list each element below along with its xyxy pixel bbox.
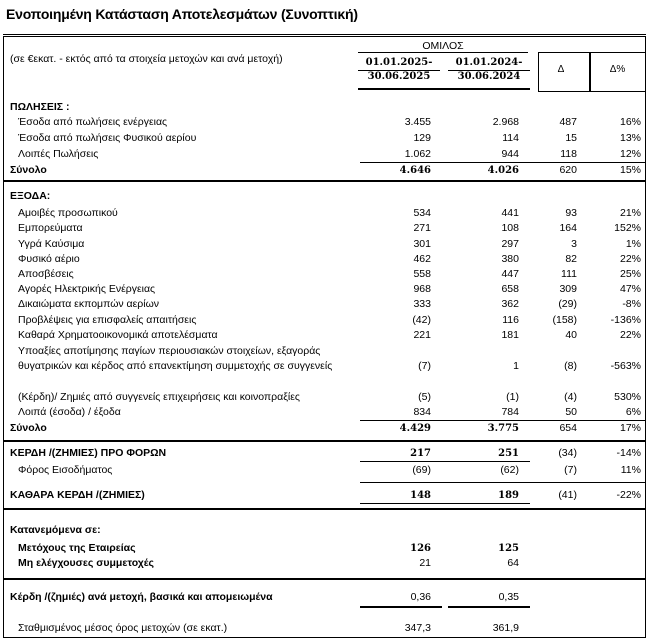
table-row: Αγορές Ηλεκτρικής Ενέργειας 968 658 309 47% — [18, 283, 641, 295]
table-row: Δικαιώματα εκπομπών αερίων 333 362 (29) -8% — [18, 298, 641, 310]
sales-total-row: Σύνολο 4.646 4.026 620 15% — [10, 164, 641, 176]
col-header-2025: 01.01.2025- 30.06.2025 — [365, 57, 433, 82]
group-label: ΟΜΙΛΟΣ — [422, 40, 464, 52]
col2-header-rule — [448, 70, 530, 71]
col1-header-rule — [358, 70, 440, 71]
net-top-rule — [360, 482, 646, 483]
table-row: Καθαρά Χρηματοοικονομικά αποτελέσματα 221 181 40 22% — [18, 329, 641, 341]
table-row: Φυσικό αέριο 462 380 82 22% — [18, 253, 641, 265]
table-row: Λοιπές Πωλήσεις 1.062 944 118 12% — [18, 148, 641, 160]
impairment-label: Υποαξίες αποτίμησης παγίων περιουσιακών στοιχείων, εξαγοράς θυγατρικών και κέρδος από επανεκτίμηση συμμετοχής σε συγγενείς — [18, 345, 333, 372]
col-header-2024: 01.01.2024- 30.06.2024 — [455, 57, 523, 82]
eps-row: Κέρδη /(ζημιές) ανά μετοχή, βασικά και απομειωμένα 0,36 0,35 — [10, 591, 519, 603]
pbt-rule — [360, 461, 530, 462]
tax-row: Φόρος Εισοδήματος (69) (62) (7) 11% — [18, 464, 641, 476]
col-header-delta: Δ — [557, 64, 565, 75]
expenses-total-row: Σύνολο 4.429 3.775 654 17% — [10, 422, 641, 434]
impairment-values-row: (7) 1 (8) -563% — [418, 360, 641, 372]
eps-rule-2 — [448, 606, 530, 608]
table-row: Μετόχους της Εταιρείας 126 125 — [18, 542, 519, 554]
table-row: Έσοδα από πωλήσεις ενέργειας 3.455 2.968 487 16% — [18, 116, 641, 128]
page-title: Ενοποιημένη Κατάσταση Αποτελεσμάτων (Συνοπτική) — [6, 6, 358, 22]
table-row: Λοιπά (έσοδα) / έξοδα 834 784 50 6% — [18, 406, 641, 418]
attributable-title: Κατανεμόμενα σε: — [10, 524, 101, 536]
col-header-delta-pct: Δ% — [609, 64, 626, 75]
net-section-end-rule — [3, 508, 646, 510]
table-row: Αμοιβές προσωπικού 534 441 93 21% — [18, 207, 641, 219]
shares-row: Σταθμισμένος μέσος όρος μετοχών (σε εκατ.) 347,3 361,9 — [18, 622, 519, 634]
table-row: (Κέρδη)/ Ζημιές από συγγενείς επιχειρήσεις και κοινοπραξίες (5) (1) (4) 530% — [18, 391, 641, 403]
group-rule — [358, 52, 528, 53]
eps-rule-1 — [360, 606, 442, 608]
attr-section-end-rule — [3, 578, 646, 580]
title-underline — [3, 34, 646, 35]
net-bottom-rule — [360, 503, 530, 504]
table-row: Εμπορεύματα 271 108 164 152% — [18, 222, 641, 234]
table-row: Έσοδα από πωλήσεις Φυσικού αερίου 129 114 15 13% — [18, 132, 641, 144]
net-profit-row: ΚΑΘΑΡΑ ΚΕΡΔΗ /(ΖΗΜΙΕΣ) 148 189 (41) -22% — [10, 489, 641, 501]
sales-section-title: ΠΩΛΗΣΕΙΣ : — [10, 101, 70, 113]
table-row: Προβλέψεις για επισφαλείς απαιτήσεις (42) 116 (158) -136% — [18, 314, 641, 326]
pbt-row: ΚΕΡΔΗ /(ΖΗΜΙΕΣ) ΠΡΟ ΦΟΡΩΝ 217 251 (34) -14% — [10, 447, 641, 459]
sales-section-end-rule — [3, 180, 646, 182]
table-row: Αποσβέσεις 558 447 111 25% — [18, 268, 641, 280]
table-row: Μη ελέγχουσες συμμετοχές 21 64 — [18, 557, 519, 569]
units-note: (σε €εκατ. - εκτός από τα στοιχεία μετοχών και ανά μετοχή) — [10, 53, 283, 65]
expenses-section-title: ΕΞΟΔΑ: — [10, 190, 51, 202]
expenses-section-end-rule — [3, 440, 646, 442]
table-row: Υγρά Καύσιμα 301 297 3 1% — [18, 238, 641, 250]
header-bottom-rule — [358, 88, 530, 90]
